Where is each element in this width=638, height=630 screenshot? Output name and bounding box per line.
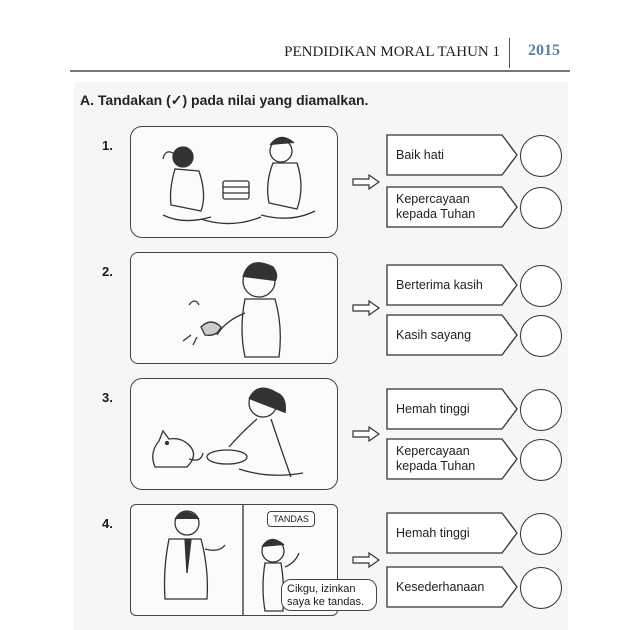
answer-circle[interactable]	[520, 439, 562, 481]
option-label: Kepercayaan kepada Tuhan	[396, 444, 476, 473]
arrow-right-icon	[352, 426, 380, 442]
answer-circle[interactable]	[520, 315, 562, 357]
question-row-4	[74, 504, 568, 622]
illustration-girl-feeding-cat	[130, 378, 338, 490]
option-label: Hemah tinggi	[396, 401, 470, 416]
illustration-two-girls-folding-clothes	[130, 126, 338, 238]
illustration-boy-with-bird	[130, 252, 338, 364]
option-box	[386, 566, 518, 608]
answer-circle[interactable]	[520, 265, 562, 307]
row-number: 4.	[102, 516, 113, 531]
row-number: 3.	[102, 390, 113, 405]
question-row-3	[74, 378, 568, 496]
option-label: Hemah tinggi	[396, 525, 470, 540]
option-box	[386, 438, 518, 480]
option-label: Kepercayaan kepada Tuhan	[396, 192, 476, 221]
option-box	[386, 314, 518, 356]
worksheet-scan	[74, 82, 568, 630]
illustration-drawing	[131, 127, 337, 237]
option-box	[386, 388, 518, 430]
option-label: Berterima kasih	[396, 277, 483, 292]
instruction: A. Tandakan (✓) pada nilai yang diamalkan.	[80, 92, 369, 108]
page-header	[70, 38, 570, 72]
illustration-boy-asking-teacher	[130, 504, 365, 616]
option-label: Baik hati	[396, 147, 444, 162]
row-number: 2.	[102, 264, 113, 279]
option-box	[386, 186, 518, 228]
header-separator	[509, 38, 510, 68]
answer-circle[interactable]	[520, 187, 562, 229]
toilet-sign: TANDAS	[267, 511, 315, 527]
option-label: Kesederhanaan	[396, 579, 485, 594]
answer-circle[interactable]	[520, 389, 562, 431]
answer-circle[interactable]	[520, 135, 562, 177]
arrow-right-icon	[352, 174, 380, 190]
header-title: PENDIDIKAN MORAL TAHUN 1	[284, 44, 500, 60]
option-box	[386, 134, 518, 176]
row-number: 1.	[102, 138, 113, 153]
arrow-right-icon	[352, 552, 380, 568]
option-label: Kasih sayang	[396, 327, 472, 342]
illustration-drawing	[131, 379, 337, 489]
option-box	[386, 264, 518, 306]
arrow-right-icon	[352, 300, 380, 316]
question-row-2	[74, 252, 568, 370]
header-year: 2015	[528, 42, 560, 59]
option-box	[386, 512, 518, 554]
speech-bubble: Cikgu, izinkan saya ke tandas.	[281, 579, 377, 611]
illustration-drawing	[131, 253, 337, 363]
answer-circle[interactable]	[520, 567, 562, 609]
answer-circle[interactable]	[520, 513, 562, 555]
question-row-1	[74, 126, 568, 244]
header-rule	[70, 70, 570, 72]
